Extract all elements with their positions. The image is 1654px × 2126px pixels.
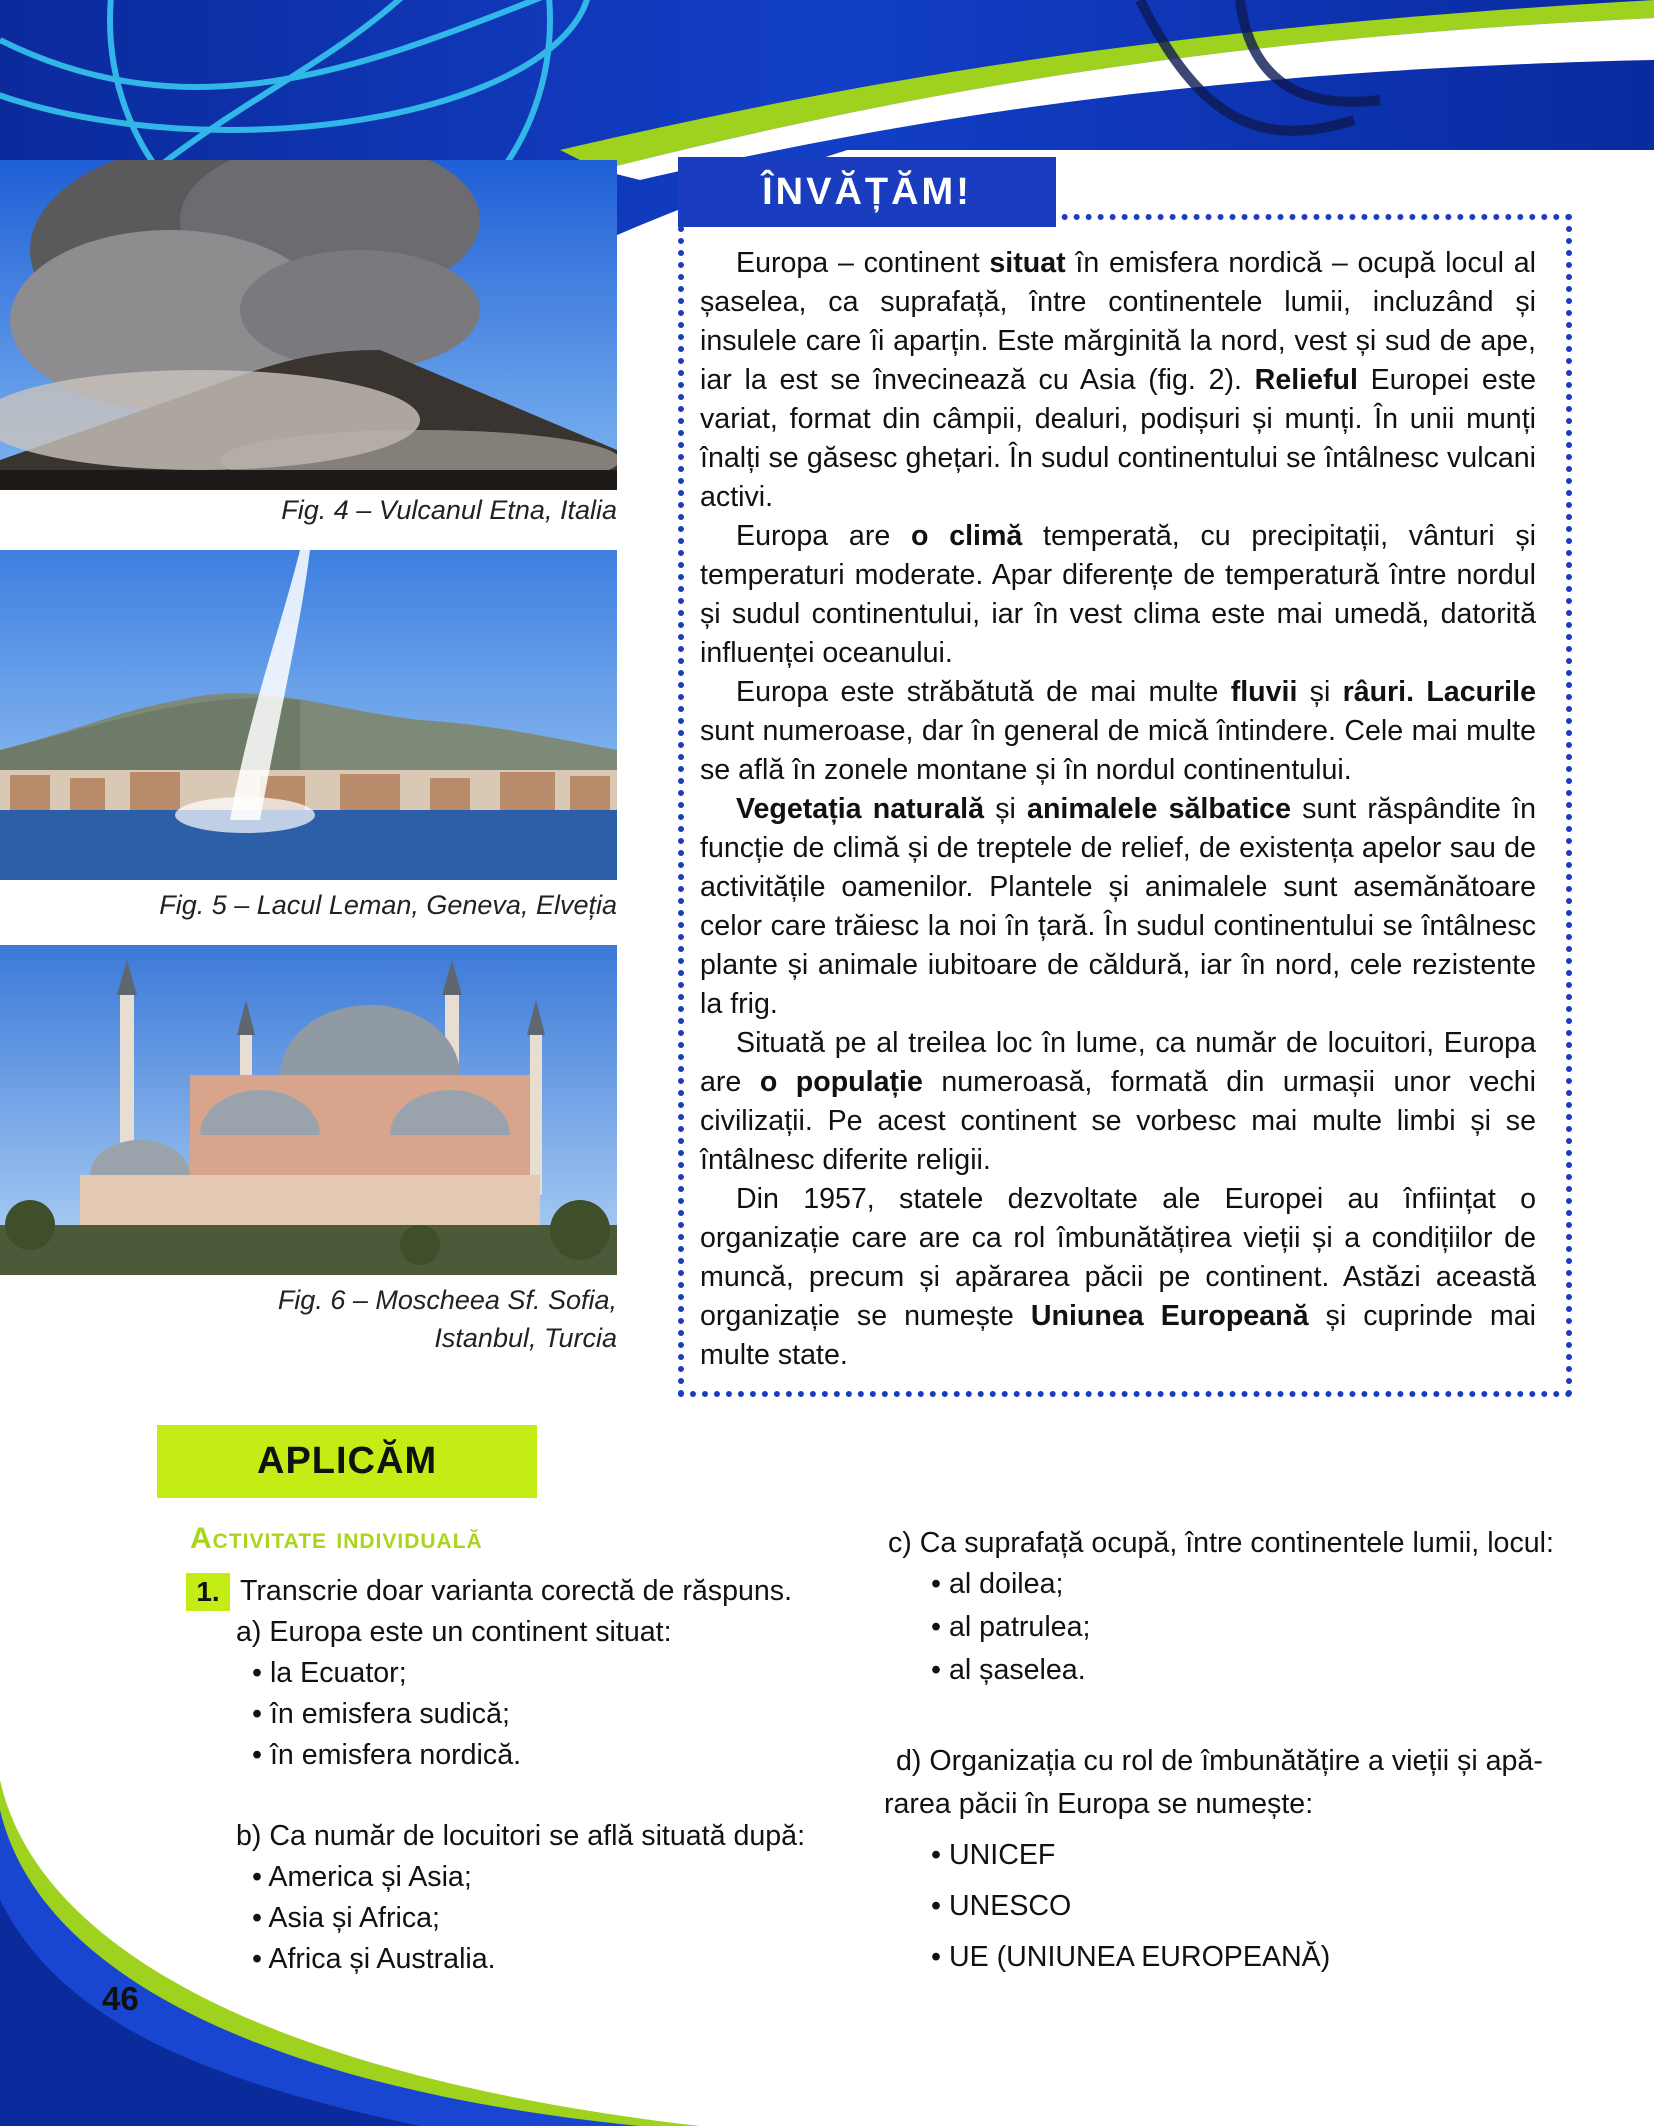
volcano-photo <box>0 160 617 490</box>
option: • al doilea; <box>931 1568 1064 1600</box>
activity-title: Activitate individuală <box>190 1522 483 1555</box>
text-run: în emisfera nordică – ocupă locul al șaselea, ca suprafață, între continentele lumii, incluzând și insulele care îi aparțin. Este mărginită la nord, vest și sud de ape, iar la est se învecinează cu Asia (fig. 2). <box>700 247 1536 396</box>
apply-title: APLICĂM <box>157 1425 537 1498</box>
text-run: Din 1957, statele dezvoltate ale Europei au înființat o organizație care are ca rol îmbunătățirea vieții și a condițiilor de muncă, precum și apărarea păcii pe continent. Astăzi această organizație se numește <box>700 1183 1536 1332</box>
learn-paragraph <box>700 1180 1536 1375</box>
option: • UNESCO <box>931 1890 1072 1922</box>
learn-paragraph <box>700 673 1536 790</box>
bold-term: râuri. Lacurile <box>1342 676 1536 708</box>
question-d: d) Organizația cu rol de îmbunătățire a vieții și apă- <box>896 1745 1543 1777</box>
text-run: Situată pe al treilea loc în lume, ca număr de locuitori, Europa are <box>700 1027 1536 1098</box>
text-run: și <box>1297 676 1343 708</box>
option: • în emisfera nordică. <box>252 1739 522 1771</box>
option: • UE (UNIUNEA EUROPEANĂ) <box>931 1941 1331 1973</box>
bold-term: situat <box>989 247 1066 279</box>
question-a: a) Europa este un continent situat: <box>236 1616 672 1648</box>
bold-term: Uniunea Europeană <box>1030 1300 1309 1332</box>
text-run: Europei este variat, format din câmpii, dealuri, podișuri și munți. În unii munți înalți se găsesc ghețari. În sudul continentului se întâlnesc vulcani activi. <box>700 364 1536 513</box>
lake-geneva-photo <box>0 550 617 880</box>
text-run: numeroasă, formată din urmașii unor vechi civilizații. Pe acest continent se vorbesc mai multe limbi și se întâlnesc diferite religii. <box>700 1066 1536 1176</box>
learn-paragraph <box>700 1024 1536 1180</box>
text-run: Europa este străbătută de mai multe <box>736 676 1231 708</box>
text-run: temperată, cu precipitații, vânturi și temperaturi moderate. Apar diferențe de temperatură între nordul și sudul continentului, iar în vest clima este mai umedă, datorită influenței oceanului. <box>700 520 1537 669</box>
option: • la Ecuator; <box>252 1657 407 1689</box>
learn-text <box>700 244 1536 1375</box>
task-number-badge: 1. <box>186 1573 230 1611</box>
bold-term: fluvii <box>1230 676 1298 708</box>
option: • America și Asia; <box>252 1861 472 1893</box>
bold-term: o populație <box>759 1066 923 1098</box>
page-number: 46 <box>102 1980 139 2017</box>
learn-paragraph <box>700 517 1536 673</box>
text-run: și cuprinde mai multe state. <box>700 1300 1536 1371</box>
option: • în emisfera sudică; <box>252 1698 510 1730</box>
text-run: sunt numeroase, dar în general de mică întindere. Cele mai multe se află în zonele montane și în nordul continentului. <box>700 715 1536 786</box>
text-run: sunt răspândite în funcție de climă și de treptele de relief, de existența apelor sau de activitățile oamenilor. Plantele și animalele sunt asemănătoare celor care trăiesc la noi în țară. În sudul continentului se întâlnesc plante și animale iubitoare de căldură, iar în nord, cele rezistente la frig. <box>700 793 1536 1020</box>
question-c: c) Ca suprafață ocupă, între continentele lumii, locul: <box>888 1527 1554 1559</box>
figure-caption-line: Istanbul, Turcia <box>434 1323 617 1353</box>
learn-paragraph <box>700 790 1536 1024</box>
task-instruction: Transcrie doar varianta corectă de răspuns. <box>240 1575 793 1607</box>
bold-term: o climă <box>911 520 1023 552</box>
learn-paragraph <box>700 244 1536 517</box>
text-run: Europa – continent <box>736 247 990 279</box>
learn-title: ÎNVĂȚĂM! <box>678 157 1056 227</box>
question-b: b) Ca număr de locuitori se află situată după: <box>236 1820 806 1852</box>
hagia-sophia-photo <box>0 945 617 1275</box>
option: • Asia și Africa; <box>252 1902 440 1934</box>
bold-term: Relieful <box>1254 364 1358 396</box>
bold-term: animalele sălbatice <box>1027 793 1291 825</box>
figure-caption: Fig. 5 – Lacul Leman, Geneva, Elveția <box>159 890 617 920</box>
option: • UNICEF <box>931 1839 1056 1871</box>
figure-caption: Fig. 4 – Vulcanul Etna, Italia <box>281 495 617 525</box>
option: • Africa și Australia. <box>252 1943 496 1975</box>
figure-caption <box>0 1281 617 1357</box>
text-run: și <box>984 793 1028 825</box>
figure-caption-line: Fig. 6 – Moscheea Sf. Sofia, <box>277 1285 617 1315</box>
option: • al șaselea. <box>931 1654 1086 1686</box>
option: • al patrulea; <box>931 1611 1091 1643</box>
text-run: Europa are <box>736 520 911 552</box>
question-d-continued: rarea păcii în Europa se numește: <box>884 1788 1314 1820</box>
bold-term: Vegetația naturală <box>736 793 984 825</box>
